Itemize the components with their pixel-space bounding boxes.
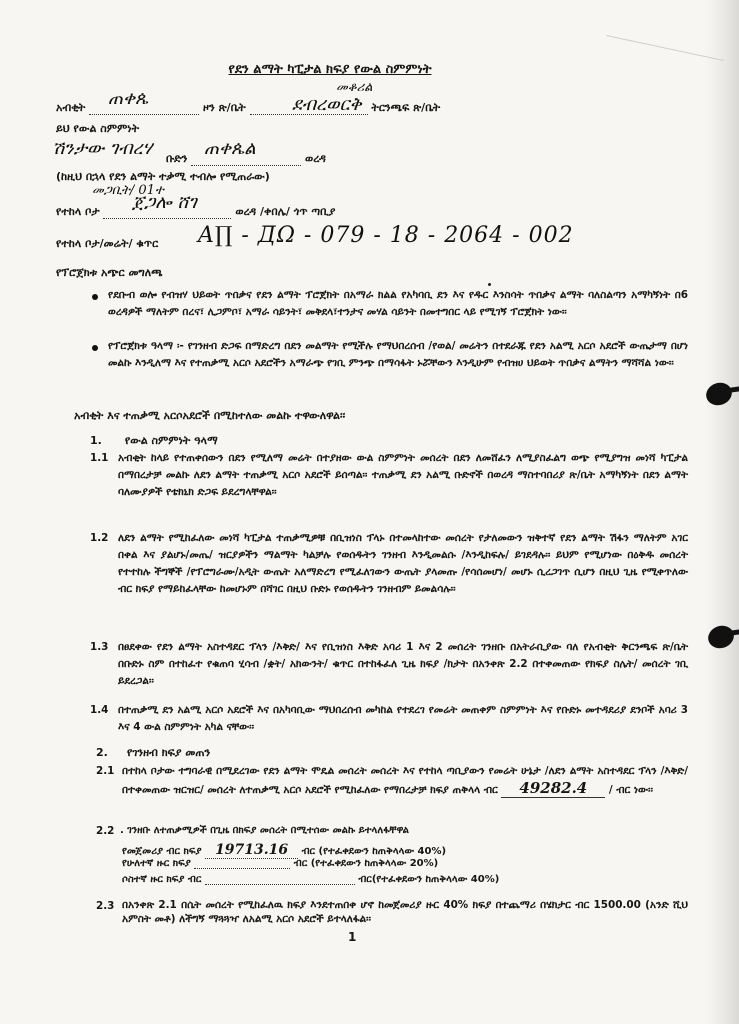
district-handwriting: ጠቀጴል bbox=[204, 138, 256, 159]
installment-label: የሁለተኛ ዙር ክፍያ bbox=[122, 858, 191, 869]
total-amount-handwriting: 49282.4 bbox=[501, 779, 605, 798]
installment-row bbox=[122, 842, 446, 858]
installment-note: ብር (የተፈቀደውን ከጠቅላላው 20%) bbox=[293, 858, 439, 869]
district-label: ቡድን bbox=[166, 152, 188, 165]
clause-number: 1.4 bbox=[90, 704, 109, 716]
lender-blank bbox=[89, 114, 199, 115]
clause-1-3: በፀደቀው የደን ልማት አስተዳደር ፕላን /እቅድ/ እና የቢዝነስ እቅድ አባሪ 1 እና 2 መሰረት ገንዘቡ በአትራቢያው ባለ የአብቂት ቅርንጫፍ ጽ/ቤት በቡድኑ ስም በተከፈተ የቁጠባ ሂሳብ /ቋት/ አክውንት/ ቁጥር በተከፋፈለ ጊዜ ክፍያ /ክታት በአንቀጽ 2.2 በተቀመጠው የክፍያ ስሌት/ መሰረት ገቢ ይደረጋል፡፡ bbox=[118, 641, 688, 687]
lender-handwriting: ጠቀጴ bbox=[108, 88, 149, 109]
installment-row bbox=[122, 858, 438, 869]
clause-2-2-intro: . ገንዘቡ ለተጠቃሚዎች በጊዜ በክፍያ መሰረት በሚተሰው መልኩ ይተላለፋቸዋል bbox=[120, 825, 410, 836]
installment-note: ብር(የተፈቀደውን ከጠቅላላው 40%) bbox=[358, 874, 500, 885]
beneficiary-note: (ከዚህ በኋላ የደን ልማት ተቃሚ ተብሎ የሚጠራው) bbox=[56, 170, 270, 183]
clause-1-4: በተጠቃሚ ደን አልሚ አርሶ አደሮች እና በአካባቢው ማህበረሰብ መካከል የተደረገ የመሬት መጠቀም ስምምነት እና የቡድኑ መተዳደሪያ ደንቦች አባሪ 3 እና 4 ውል ስምምነት አካል ናቸው፡፡ bbox=[118, 704, 688, 733]
registration-label: የተከላ ቦታ/መሬት/ ቁጥር bbox=[56, 237, 159, 250]
clause-2-1-text: በተከላ ቦታው ተግባራዊ በሚደረገው የደን ልማት ሞዴል መሰረት መሰረት እና የተከላ ጣቢያውን የመሬት ሁኔታ /ለደን ልማት አስተዳደር ፕላን /እቅድ/ በተቀመጠው ዝርዝር/ መሰረት ለተጠቃሚ አርሶ አደሮች የሚከፈለው የማበረታቻ ክፍያ ጠቅላላ ብር bbox=[122, 765, 688, 796]
contract-label: ይህ የውል ስምምነት bbox=[56, 122, 140, 135]
intro-text: አብቂት እና ተጠቃሚ አርሶአደሮች በሚከተለው መልኩ ተዋውለዋል፡፡ bbox=[74, 409, 346, 422]
place-handwriting: ጀጋሎ ሸገ bbox=[132, 192, 197, 213]
zone-label: ዞን ጽ/ቤት bbox=[203, 101, 246, 114]
place-blank bbox=[103, 218, 231, 219]
bullet-marker bbox=[92, 294, 98, 300]
clause-number: 2.2 bbox=[96, 825, 115, 837]
clause-number: 2.1 bbox=[96, 765, 115, 777]
section-1-heading bbox=[90, 434, 218, 448]
beneficiary-name-handwriting: ሽንታው ገብረሃ bbox=[52, 138, 153, 159]
section-2-title: የገንዘብ ክፍያ መጠን bbox=[127, 746, 211, 759]
clause-number: 2.3 bbox=[96, 900, 115, 912]
installment-row bbox=[122, 874, 499, 885]
clause-1-2: ለደን ልማት የሚከፈለው መነሻ ካፒታል ተጠቃሚዎቹ በቢዝነስ ፕላኑ በተመላከተው መሰረት የታለመውን ዝቅተኛ የደን ልማት ሽፋን ማለትም አገር በቀል እና ያልሆኑ/መጤ/ ዝርያዎችን ማልማት ካልቻሉ የወሰዱትን ገንዘብ እንዲመልሱ /እንዲከፍሉ/ ይገደዳሉ፡፡ ይህም የሚሆነው በዕቅዱ መሰረት የተተከሉ ችግኞች /የፕሮግራሙ/አዲት ውጤት አለማድረግ የሚፈለገውን ውጤት ያላመጡ /የሳሰመሆነ/ መሆኑ ሲረጋገጥ ሲሆን በዚህ ጊዜ የሚቀጥለው ብር ክፍያ የማይከፈላቸው ከመሆኑም በሻገር በዚህ ቡድኑ የወሰዱትን ገንዘብም ይመልሳሉ፡፡ bbox=[118, 532, 688, 595]
woreda2-label: ወረዳ /ቀበሌ/ ጎጥ ጣቢያ bbox=[235, 205, 336, 218]
installment-blank bbox=[194, 868, 290, 869]
date-handwriting: መጋቢት/ 01ተ bbox=[92, 183, 164, 198]
place-label: የተከላ ቦታ bbox=[56, 205, 100, 218]
zone-handwriting-top: መቆሪል bbox=[336, 80, 373, 95]
stray-mark bbox=[488, 283, 491, 286]
installment-label: ሶስተኛ ዙር ክፍያ ብር bbox=[122, 874, 202, 885]
bullet-marker bbox=[92, 345, 98, 351]
project-summary-label: የፕሮጀክቱ አጭር መግለጫ bbox=[56, 266, 163, 279]
installment-note: ብር (የተፈቀደውን ከጠቅላላው 40%) bbox=[301, 846, 447, 857]
clause-2-1-suffix: / ብር ነው፡፡ bbox=[608, 784, 653, 796]
lender-label: አብቂት bbox=[56, 101, 86, 114]
zone-handwriting: ደብረወርቅ bbox=[292, 94, 362, 115]
clause-number: 1.2 bbox=[90, 532, 109, 544]
section-1-title: የውል ስምምነት ዓላማ bbox=[124, 434, 218, 447]
office-label: ትርንጫፍ ጽ/ቤት bbox=[371, 101, 441, 114]
district-blank bbox=[191, 165, 301, 166]
page-edge-shadow bbox=[705, 0, 739, 1024]
clause-number: 1.3 bbox=[90, 641, 109, 653]
section-2-number: 2. bbox=[96, 746, 108, 759]
page-number: 1 bbox=[348, 930, 357, 944]
installment-amount: 19713.16 bbox=[205, 842, 298, 859]
installment-blank bbox=[205, 884, 355, 885]
section-1-number: 1. bbox=[90, 434, 102, 447]
document-title: የደን ልማት ካፒታል ክፍያ የውል ስምምነት bbox=[228, 62, 432, 77]
installment-label: የመጀመሪያ ብር ክፍያ bbox=[122, 846, 202, 857]
section-2-heading bbox=[96, 746, 210, 760]
clause-number: 1.1 bbox=[90, 452, 109, 464]
clause-2-3: በአንቀጽ 2.1 በሴት መሰረት የሚከፈለዉ ክፍያ እንደተጠበቀ ሆኖ ከመጀመሪያ ዙር 40% ክፍያ በተጨማሪ በሄክታር ብር 1500.00 (አንድ ሺህ አምስት መቶ) ለችግኝ ማጓጓዣ ለአልሚ አርሶ አደሮች ይተላለፋል፡፡ bbox=[122, 899, 688, 925]
woreda-label: ወረዳ bbox=[305, 152, 326, 165]
project-bullet-2: የፕሮጀክቱ ዓላማ ፡- የገንዘብ ድጋፍ በማድረግ በደን መልማት የሚችሉ የማህበረሰብ /የወል/ መሬትን በተደራጁ የደን አልሚ አርሶ አደሮች ውጤታማ በሆነ መልኩ እንዲለማ እና የተጠቃሚ አርሶ አደሮችን አማራጭ የገቢ ምንጭ በማሳፋት ኑሯቸውን እንዲሁም የብዝሀ ህይወት ጥበቃና ልማትን ማሻሻል ነው፡፡ bbox=[108, 340, 688, 369]
clause-1-1: አብቂት ከላይ የተጠቀሰውን በደን የሚለማ መሬት በተያዘው ውል ስምምነት መሰረት በደን ለመሸፈን ለሚያስፈልግ ወጭ የሚያግዝ መነሻ ካፒታል በማበረታቻ መልኩ ለደን ልማት ተጠቃሚ አርሶ አደሮች ይሰጣል፡፡ ተጠቃሚ ደን አልሚ ቡድኖች በወረዳ ማስተባበሪያ ጽ/ቤት አማካኝነት በደን ልማት ባለሙያዎች የቴክኒክ ድጋፍ ይደረግላቸዋል፡፡ bbox=[118, 452, 688, 498]
clause-2-1 bbox=[122, 763, 688, 799]
page-fold-mark bbox=[606, 0, 734, 61]
registration-handwriting: A∏ - ДΩ - 079 - 18 - 2064 - 002 bbox=[198, 223, 574, 248]
project-bullet-1: የደቡብ ወሎ የብዝሃ ህይወት ጥበቃና የደን ልማት ፕሮጀክት በአማራ ክልል የአካባቢ ደን እና የዱር እንስሳት ጥበቃና ልማት ባለስልጣን አማካኝነት በ6 ወረዳዎች ማለትም በረና፣ ሊጋምቦ፣ አማራ ሳይንት፣ መቅደላ፣ተንታና መሃል ሳይንት በመተግበር ላይ የሚገኝ ፕሮጀክት ነው፡፡ bbox=[108, 289, 688, 318]
